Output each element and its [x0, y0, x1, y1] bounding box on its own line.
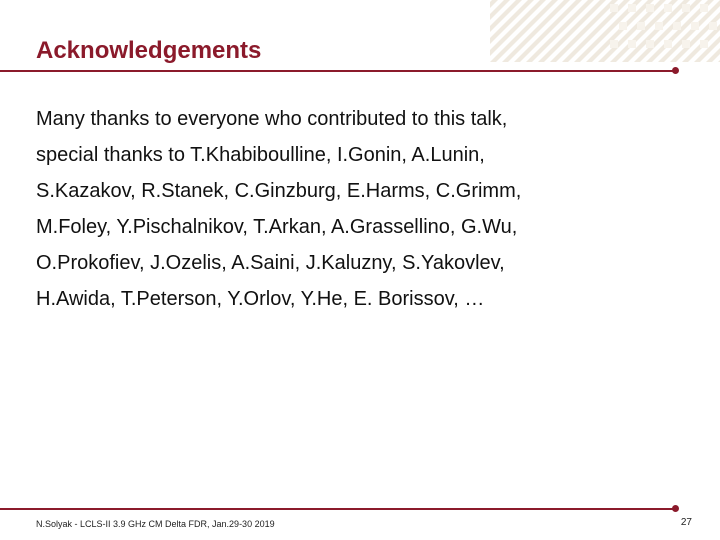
corner-tile — [664, 40, 672, 48]
corner-tile — [628, 40, 636, 48]
corner-tile — [637, 22, 645, 30]
corner-tile — [646, 4, 654, 12]
footer-text: N.Solyak - LCLS-II 3.9 GHz CM Delta FDR, Jan.29-30 2019 — [36, 519, 275, 529]
corner-tile — [664, 4, 672, 12]
title-divider — [0, 70, 676, 72]
page-number: 27 — [680, 517, 692, 528]
body-line: Many thanks to everyone who contributed to this talk, — [36, 108, 508, 130]
body-line: H.Awida, T.Peterson, Y.Orlov, Y.He, E. Borissov, … — [36, 288, 485, 310]
corner-tile — [610, 40, 618, 48]
body-line: special thanks to T.Khabiboulline, I.Gonin, A.Lunin, — [36, 144, 485, 166]
corner-tile — [673, 22, 681, 30]
body-line: S.Kazakov, R.Stanek, C.Ginzburg, E.Harms, C.Grimm, — [36, 180, 522, 202]
corner-tile — [655, 22, 663, 30]
corner-pattern-graphic — [490, 0, 720, 62]
corner-tile — [700, 4, 708, 12]
corner-tile — [682, 40, 690, 48]
corner-tile — [610, 4, 618, 12]
acknowledgement-text — [36, 101, 696, 317]
footer-divider — [0, 508, 676, 510]
footer-divider-dot — [672, 505, 679, 512]
corner-tile — [619, 22, 627, 30]
body-line: M.Foley, Y.Pischalnikov, T.Arkan, A.Grassellino, G.Wu, — [36, 216, 518, 238]
body-line: O.Prokofiev, J.Ozelis, A.Saini, J.Kaluzny, S.Yakovlev, — [36, 252, 505, 274]
corner-tile — [691, 22, 699, 30]
corner-tile — [628, 4, 636, 12]
corner-tile — [682, 4, 690, 12]
slide-title: Acknowledgements — [36, 37, 262, 64]
corner-tile — [709, 22, 717, 30]
corner-tile — [646, 40, 654, 48]
corner-decoration — [490, 0, 720, 62]
corner-tile — [700, 40, 708, 48]
title-divider-dot — [672, 67, 679, 74]
